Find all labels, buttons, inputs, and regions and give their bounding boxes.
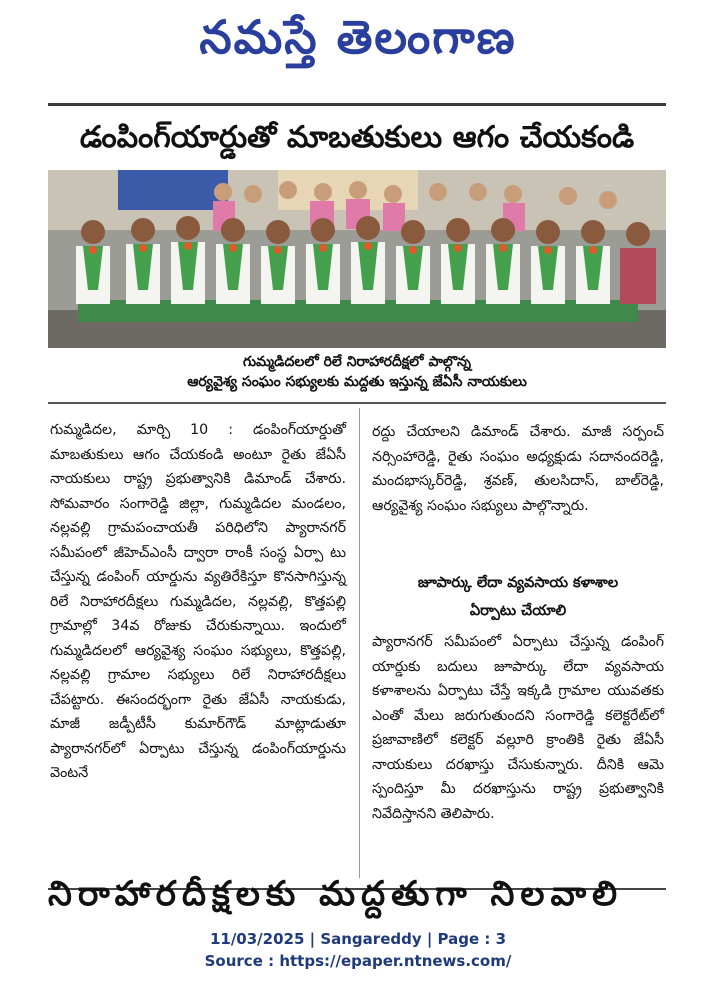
article-right-column-top: రద్దు చేయాలని డిమాండ్ చేశారు. మాజీ సర్పంచ్ నర్సింహారెడ్డి, రైతు సంఘం అధ్యక్షుడు సదానందరెడ్డి, మందభాస్కర్‌రెడ్డి, శ్రవణ్, తులసిదాస్, బాల్‌రెడ్డి, ఆర్యవైశ్య సంఘం సభ్యులు పాల్గొన్నారు. <box>372 424 664 514</box>
headline-top-rule <box>48 103 666 106</box>
article-headline: డంపింగ్‌యార్డుతో మాబతుకులు ఆగం చేయకండి <box>79 120 635 155</box>
subheading-line-1: జూపార్కు లేదా వ్యవసాయ కళాశాల <box>417 575 619 591</box>
footer-date-edition: 11/03/2025 | Sangareddy | Page : 3 <box>209 930 507 948</box>
article-left-column: గుమ్మడిదల, మార్చి 10 : డంపింగ్‌యార్డుతో మాబతుకులు ఆగం చేయకండి అంటూ రైతు జేఏసీ నాయకులు రాష్ట్ర ప్రభుత్వానికి డిమాండ్ చేశారు. సోమవారం సంగారెడ్డి జిల్లా, గుమ్మడిదల మండలం, నల్లవల్లి గ్రామపంచాయతీ పరిధిలోని ప్యారానగర్ సమీపంలో జీహెచ్‌ఎంసీ ద్వారా రాంకీ సంస్థ ఏర్పా టు చేస్తున్న డంపింగ్ యార్డును వ్యతిరేకిస్తూ కొనసాగిస్తున్న రిలే నిరాహారదీక్షలు గుమ్మడిదల, నల్లవల్లి, కొత్తపల్లి గ్రామాల్లో 34వ రోజుకు చేరుకున్నాయి. ఇందులో గుమ్మడిదలలో ఆర్యవైశ్య సంఘం సభ్యులు, కొత్తపల్లి, నల్లవల్లి గ్రామాల సభ్యులు రిలే నిరాహారదీక్షలు చేపట్టారు. ఈసందర్భంగా రైతు జేఏసీ నాయకుడు, మాజీ జడ్పీటీసీ కుమార్‌గౌడ్ మాట్లాడుతూ ప్యారానగర్‌లో ఏర్పాటు చేస్తున్న డంపింగ్‌యార్డును వెంటనే <box>50 422 346 781</box>
next-headline-fragment: నిరాహారదీక్షలకు మద్దతుగా నిలవాలి <box>48 874 624 914</box>
column-divider <box>359 408 360 878</box>
caption-line-2: ఆర్యవైశ్య సంఘం సభ్యులకు మద్దతు ఇస్తున్న జేఏసీ నాయకులు <box>187 374 527 390</box>
next-article-headline-strip <box>48 874 666 916</box>
caption-rule <box>48 402 666 404</box>
footer-source-link[interactable]: Source : https://epaper.ntnews.com/ <box>204 952 512 970</box>
group-photo-illustration <box>48 170 666 348</box>
news-photo <box>48 170 666 348</box>
newspaper-title: నమస్తే తెలంగాణ <box>199 10 517 64</box>
masthead <box>0 6 716 68</box>
subheading-line-2: ఏర్పాటు చేయాలి <box>469 603 567 619</box>
article-right-column-bottom: ప్యారానగర్ సమీపంలో ఏర్పాటు చేస్తున్న డంపింగ్ యార్డుకు బదులు జూపార్కు లేదా వ్యవసాయ కళాశాలను ఏర్పాటు చేస్తే ఇక్కడి గ్రామాల యువతకు ఎంతో మేలు జరుగుతుందని సంగారెడ్డి కలెక్టరేట్‌లో ప్రజావాణిలో కలెక్టర్ వల్లూరి క్రాంతికి రైతు జేఏసీ నాయకులు దరఖాస్తు చేసుకున్నారు. దీనికి ఆమె స్పందిస్తూ మీ దరఖాస్తును రాష్ట్ర ప్రభుత్వానికి నివేదిస్తానని తెలిపారు. <box>372 634 664 822</box>
caption-line-1: గుమ్మడిదలలో రిలే నిరాహారదీక్షలో పాల్గొన్న <box>243 354 471 370</box>
photo-caption <box>48 352 666 392</box>
